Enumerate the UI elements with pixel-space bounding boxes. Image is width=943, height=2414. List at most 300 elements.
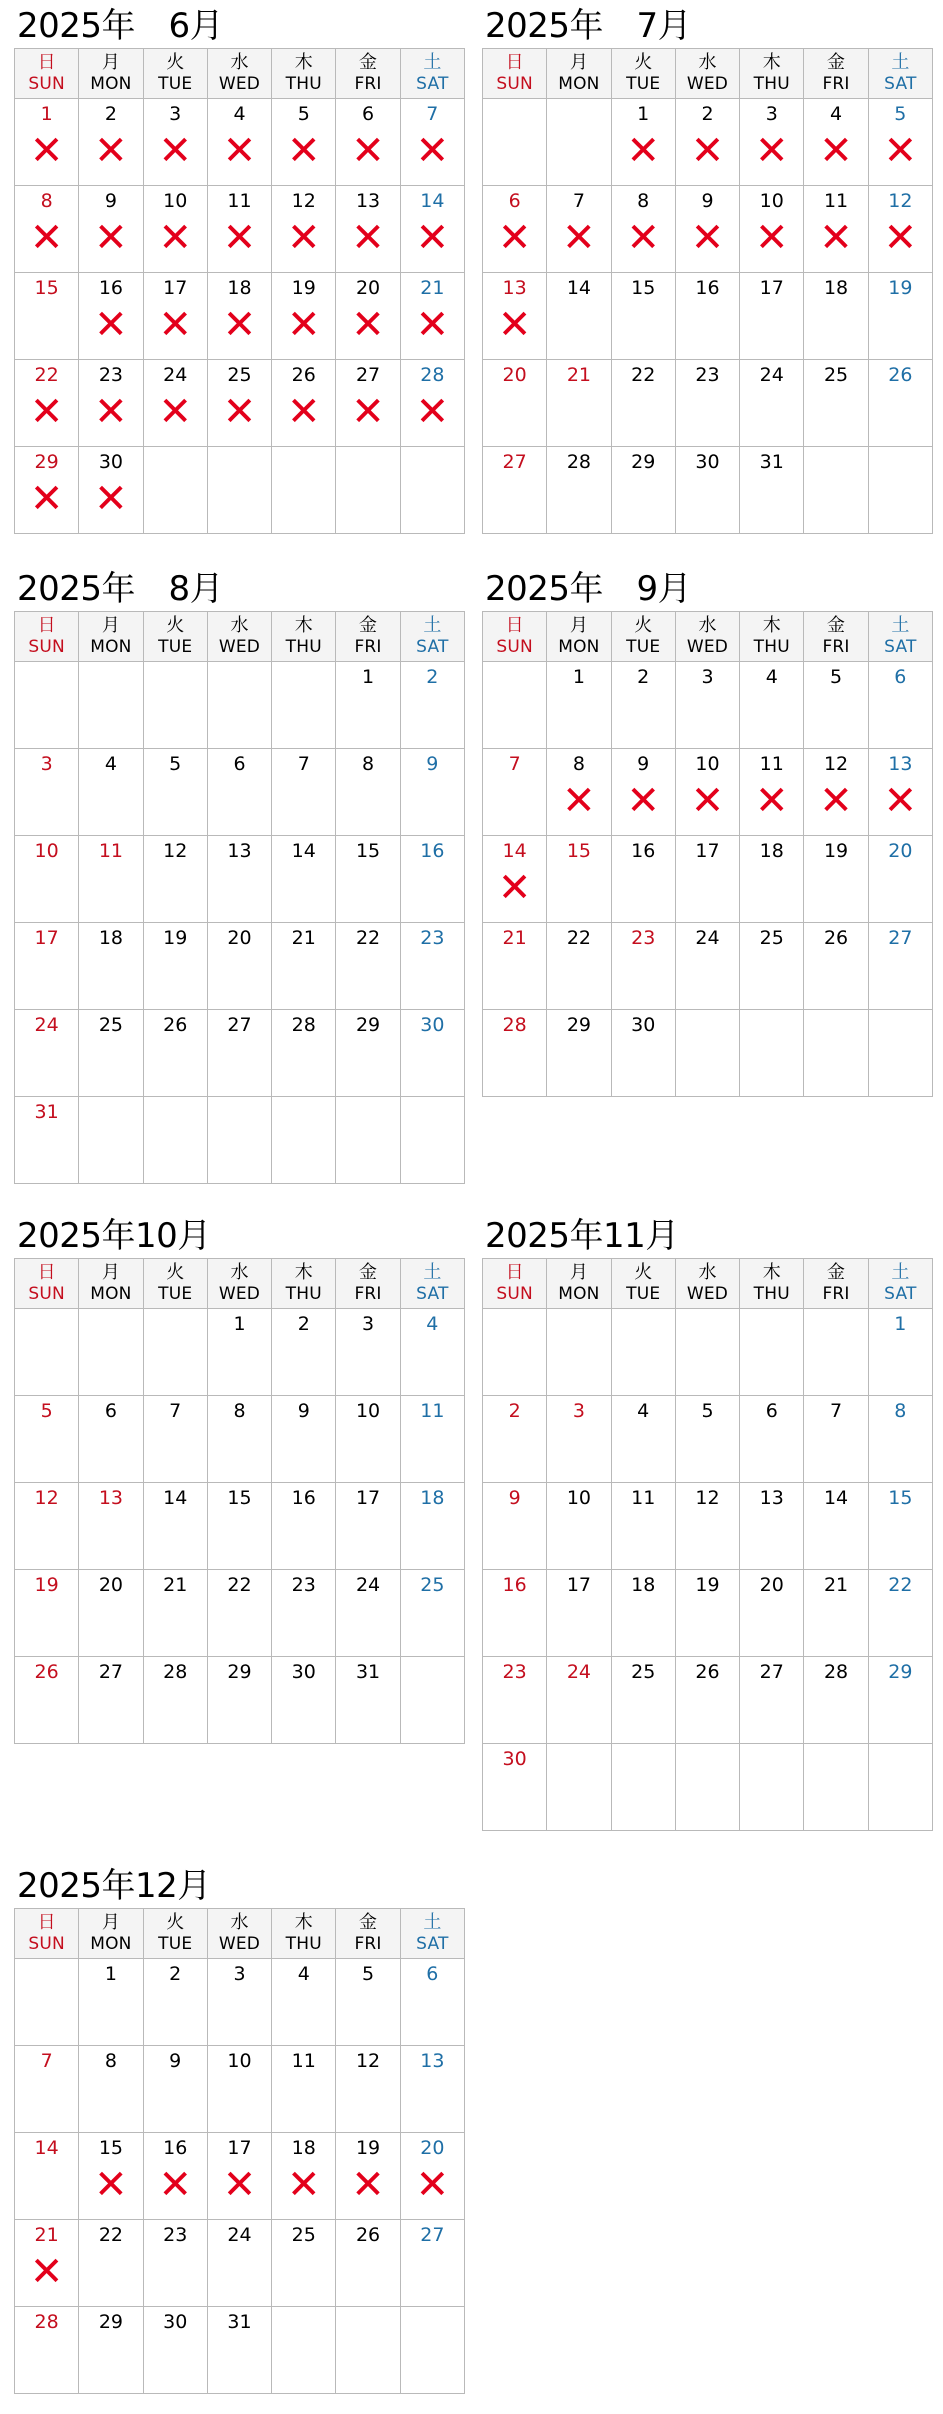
day-number: 25	[227, 364, 252, 386]
weekday-en-label: MON	[558, 637, 600, 657]
closed-x-icon: ✕	[222, 2162, 257, 2208]
day-cell	[336, 662, 400, 749]
day-cell	[15, 1657, 79, 1744]
empty-day-cell	[868, 1744, 932, 1831]
month-calendar	[14, 1210, 465, 1744]
day-number: 17	[355, 1487, 381, 1509]
week-row	[483, 447, 933, 534]
day-cell	[272, 273, 336, 360]
day-number: 6	[765, 1400, 778, 1422]
day-number: 7	[830, 1400, 843, 1422]
closed-x-icon: ✕	[819, 778, 853, 824]
month-calendar	[14, 563, 465, 1184]
day-number: 3	[40, 753, 53, 775]
weekday-en-label: FRI	[354, 637, 382, 657]
weekday-header-wed	[207, 1259, 271, 1309]
day-cell	[400, 749, 464, 836]
day-cell	[611, 273, 675, 360]
empty-day-cell	[272, 1097, 336, 1184]
day-number: 2	[169, 1963, 182, 1985]
day-cell	[400, 273, 464, 360]
week-row	[483, 360, 933, 447]
closed-x-icon: ✕	[883, 778, 918, 824]
day-cell	[804, 1483, 868, 1570]
closed-x-icon: ✕	[94, 389, 128, 435]
weekday-jp-label: 月	[101, 1912, 120, 1933]
weekday-header-fri	[804, 49, 868, 99]
day-cell	[15, 749, 79, 836]
closed-x-icon: ✕	[158, 302, 192, 348]
weekday-jp-label: 木	[762, 52, 781, 73]
day-number: 9	[426, 753, 439, 775]
day-cell	[15, 2220, 79, 2307]
day-number: 20	[355, 277, 381, 299]
day-number: 19	[163, 927, 188, 949]
day-cell	[15, 2133, 79, 2220]
day-cell	[15, 360, 79, 447]
day-number: 18	[631, 1574, 656, 1596]
day-number: 27	[98, 1661, 124, 1683]
day-cell	[483, 273, 547, 360]
day-number: 18	[227, 277, 252, 299]
day-number: 8	[40, 190, 53, 212]
empty-day-cell	[272, 662, 336, 749]
day-cell	[336, 360, 400, 447]
week-row	[483, 1483, 933, 1570]
day-cell	[143, 2133, 207, 2220]
day-cell	[143, 1010, 207, 1097]
weekday-en-label: SAT	[416, 74, 449, 94]
day-number: 19	[823, 840, 849, 862]
day-cell	[15, 2307, 79, 2394]
day-cell	[868, 1657, 932, 1744]
day-number: 21	[291, 927, 316, 949]
day-number: 6	[894, 666, 907, 688]
day-number: 14	[566, 277, 592, 299]
day-cell	[143, 1657, 207, 1744]
empty-day-cell	[336, 2307, 400, 2394]
day-number: 15	[355, 840, 381, 862]
day-number: 22	[631, 364, 656, 386]
day-cell	[336, 273, 400, 360]
closed-x-icon: ✕	[94, 2162, 128, 2208]
week-row	[483, 1396, 933, 1483]
day-number: 28	[823, 1661, 849, 1683]
weekday-jp-label: 火	[166, 615, 185, 636]
closed-x-icon: ✕	[626, 215, 660, 261]
day-number: 17	[34, 927, 59, 949]
weekday-header-tue	[611, 612, 675, 662]
week-row	[15, 1010, 465, 1097]
day-number: 10	[566, 1487, 592, 1509]
weekday-jp-label: 木	[294, 1912, 313, 1933]
weekday-en-label: SUN	[496, 1284, 533, 1304]
empty-day-cell	[143, 1309, 207, 1396]
day-cell	[79, 749, 143, 836]
day-cell	[143, 923, 207, 1010]
day-number: 8	[362, 753, 375, 775]
day-number: 28	[291, 1014, 316, 1036]
day-number: 9	[104, 190, 117, 212]
day-cell	[675, 186, 739, 273]
day-number: 25	[98, 1014, 124, 1036]
day-cell	[868, 99, 932, 186]
day-number: 15	[566, 840, 592, 862]
month-grid	[482, 1258, 933, 1831]
day-number: 12	[163, 840, 188, 862]
day-number: 30	[98, 451, 124, 473]
day-cell	[611, 1570, 675, 1657]
weekday-en-label: WED	[218, 74, 261, 94]
day-cell	[675, 1483, 739, 1570]
empty-day-cell	[79, 662, 143, 749]
day-number: 15	[888, 1487, 913, 1509]
day-number: 26	[163, 1014, 188, 1036]
day-number: 28	[566, 451, 592, 473]
weekday-jp-label: 月	[101, 52, 120, 73]
day-number: 13	[98, 1487, 124, 1509]
week-row	[15, 2046, 465, 2133]
day-cell	[207, 2307, 271, 2394]
day-number: 13	[759, 1487, 784, 1509]
day-cell	[547, 273, 611, 360]
day-cell	[547, 923, 611, 1010]
day-number: 29	[34, 451, 59, 473]
weekday-jp-label: 日	[37, 615, 56, 636]
weekday-en-label: FRI	[354, 1284, 382, 1304]
day-number: 13	[888, 753, 913, 775]
weekday-en-label: WED	[686, 1284, 729, 1304]
closed-x-icon: ✕	[415, 389, 450, 435]
weekday-jp-label: 火	[634, 615, 653, 636]
day-cell	[207, 2133, 271, 2220]
day-cell	[547, 360, 611, 447]
day-number: 24	[355, 1574, 381, 1596]
day-cell	[547, 662, 611, 749]
weekday-en-label: FRI	[354, 74, 382, 94]
day-cell	[547, 1396, 611, 1483]
weekday-header-sun	[15, 49, 79, 99]
day-cell	[804, 1396, 868, 1483]
week-row	[15, 2307, 465, 2394]
weekday-jp-label: 日	[505, 615, 524, 636]
weekday-jp-label: 火	[634, 1262, 653, 1283]
day-number: 10	[227, 2050, 252, 2072]
day-cell	[207, 1396, 271, 1483]
weekday-jp-label: 土	[891, 615, 910, 636]
closed-x-icon: ✕	[351, 215, 385, 261]
day-number: 31	[355, 1661, 381, 1683]
closed-x-icon: ✕	[415, 302, 450, 348]
weekday-header-row	[15, 49, 465, 99]
day-number: 22	[355, 927, 381, 949]
day-number: 2	[297, 1313, 310, 1335]
weekday-en-label: THU	[285, 637, 322, 657]
week-row	[15, 1396, 465, 1483]
day-cell	[868, 1570, 932, 1657]
day-cell	[143, 360, 207, 447]
day-cell	[336, 1309, 400, 1396]
day-number: 5	[297, 103, 310, 125]
day-cell	[336, 923, 400, 1010]
empty-day-cell	[675, 1010, 739, 1097]
closed-x-icon: ✕	[755, 128, 789, 174]
closed-x-icon: ✕	[94, 128, 128, 174]
day-cell	[868, 1309, 932, 1396]
week-row	[15, 1570, 465, 1657]
day-number: 23	[291, 1574, 316, 1596]
day-number: 14	[163, 1487, 188, 1509]
weekday-jp-label: 金	[827, 1262, 846, 1283]
day-cell	[207, 1959, 271, 2046]
day-number: 1	[233, 1313, 246, 1335]
week-row	[483, 923, 933, 1010]
closed-x-icon: ✕	[819, 128, 853, 174]
day-number: 31	[227, 2311, 252, 2333]
day-number: 8	[572, 753, 585, 775]
day-number: 12	[823, 753, 849, 775]
day-cell	[207, 360, 271, 447]
day-number: 24	[34, 1014, 59, 1036]
day-cell	[336, 2133, 400, 2220]
month-calendar	[14, 1860, 465, 2394]
month-calendar	[482, 1210, 933, 1831]
day-number: 2	[426, 666, 439, 688]
day-number: 4	[426, 1313, 439, 1335]
weekday-header-wed	[207, 49, 271, 99]
day-cell	[336, 1010, 400, 1097]
day-cell	[79, 1010, 143, 1097]
weekday-jp-label: 土	[423, 615, 442, 636]
closed-x-icon: ✕	[755, 215, 789, 261]
day-cell	[79, 1570, 143, 1657]
closed-x-icon: ✕	[415, 2162, 450, 2208]
closed-x-icon: ✕	[94, 215, 128, 261]
weekday-en-label: MON	[558, 74, 600, 94]
day-number: 26	[695, 1661, 720, 1683]
weekday-jp-label: 水	[698, 615, 717, 636]
empty-day-cell	[804, 1010, 868, 1097]
week-row	[483, 1309, 933, 1396]
empty-day-cell	[740, 1010, 804, 1097]
day-cell	[15, 99, 79, 186]
weekday-jp-label: 木	[294, 52, 313, 73]
empty-day-cell	[868, 447, 932, 534]
day-cell	[79, 1483, 143, 1570]
empty-day-cell	[15, 1959, 79, 2046]
day-cell	[400, 360, 464, 447]
weekday-jp-label: 金	[359, 1262, 378, 1283]
weekday-jp-label: 金	[827, 52, 846, 73]
day-number: 16	[631, 840, 656, 862]
day-number: 25	[291, 2224, 316, 2246]
week-row	[15, 1959, 465, 2046]
day-number: 1	[637, 103, 650, 125]
day-cell	[207, 1010, 271, 1097]
day-cell	[143, 1396, 207, 1483]
day-number: 6	[426, 1963, 439, 1985]
day-cell	[143, 1483, 207, 1570]
day-number: 16	[502, 1574, 527, 1596]
day-cell	[483, 1570, 547, 1657]
month-title: 2025年 8月	[17, 569, 224, 609]
weekday-jp-label: 金	[827, 615, 846, 636]
day-number: 27	[355, 364, 381, 386]
weekday-jp-label: 日	[505, 1262, 524, 1283]
day-number: 23	[502, 1661, 527, 1683]
day-number: 30	[502, 1748, 527, 1770]
day-cell	[336, 836, 400, 923]
weekday-header-thu	[740, 49, 804, 99]
day-cell	[868, 923, 932, 1010]
day-number: 30	[291, 1661, 316, 1683]
day-cell	[740, 1657, 804, 1744]
day-number: 28	[502, 1014, 527, 1036]
day-number: 24	[759, 364, 784, 386]
day-number: 1	[572, 666, 585, 688]
weekday-en-label: THU	[753, 74, 790, 94]
day-number: 19	[34, 1574, 59, 1596]
day-cell	[207, 1483, 271, 1570]
day-number: 14	[420, 190, 445, 212]
day-cell	[675, 447, 739, 534]
day-cell	[336, 1483, 400, 1570]
day-cell	[272, 1570, 336, 1657]
day-cell	[740, 836, 804, 923]
weekday-header-wed	[675, 49, 739, 99]
weekday-header-thu	[740, 612, 804, 662]
day-cell	[15, 2046, 79, 2133]
empty-day-cell	[15, 1309, 79, 1396]
day-cell	[15, 1396, 79, 1483]
day-number: 22	[566, 927, 592, 949]
closed-x-icon: ✕	[755, 778, 789, 824]
day-number: 13	[355, 190, 381, 212]
weekday-jp-label: 土	[423, 1262, 442, 1283]
day-number: 4	[233, 103, 246, 125]
weekday-en-label: SAT	[884, 74, 917, 94]
week-row	[15, 186, 465, 273]
weekday-header-sat	[868, 1259, 932, 1309]
day-cell	[207, 99, 271, 186]
closed-x-icon: ✕	[287, 128, 321, 174]
empty-day-cell	[207, 447, 271, 534]
weekday-en-label: SAT	[884, 1284, 917, 1304]
weekday-jp-label: 木	[294, 1262, 313, 1283]
day-cell	[611, 662, 675, 749]
day-number: 28	[163, 1661, 188, 1683]
day-cell	[272, 749, 336, 836]
day-cell	[143, 749, 207, 836]
week-row	[483, 749, 933, 836]
empty-day-cell	[804, 1309, 868, 1396]
weekday-header-thu	[740, 1259, 804, 1309]
closed-x-icon: ✕	[497, 865, 532, 911]
day-cell	[15, 1097, 79, 1184]
empty-day-cell	[547, 99, 611, 186]
week-row	[483, 1570, 933, 1657]
day-cell	[675, 923, 739, 1010]
day-cell	[611, 749, 675, 836]
day-number: 19	[695, 1574, 720, 1596]
week-row	[483, 836, 933, 923]
weekday-header-thu	[272, 612, 336, 662]
weekday-en-label: TUE	[626, 1284, 661, 1304]
week-row	[15, 2133, 465, 2220]
day-number: 7	[572, 190, 585, 212]
day-number: 19	[888, 277, 913, 299]
day-number: 14	[823, 1487, 849, 1509]
day-cell	[15, 1570, 79, 1657]
day-number: 8	[894, 1400, 907, 1422]
weekday-en-label: TUE	[158, 1934, 193, 1954]
day-number: 10	[695, 753, 720, 775]
weekday-jp-label: 火	[166, 1912, 185, 1933]
weekday-header-wed	[207, 1909, 271, 1959]
day-number: 18	[823, 277, 849, 299]
day-number: 21	[420, 277, 445, 299]
day-cell	[143, 2046, 207, 2133]
closed-x-icon: ✕	[94, 476, 128, 522]
day-cell	[740, 99, 804, 186]
day-number: 11	[291, 2050, 316, 2072]
weekday-header-tue	[143, 612, 207, 662]
day-cell	[79, 1959, 143, 2046]
day-cell	[143, 1570, 207, 1657]
day-cell	[675, 273, 739, 360]
day-cell	[143, 1959, 207, 2046]
weekday-en-label: MON	[90, 74, 132, 94]
day-cell	[547, 1010, 611, 1097]
weekday-en-label: FRI	[822, 1284, 850, 1304]
week-row	[15, 1657, 465, 1744]
day-cell	[675, 1396, 739, 1483]
closed-x-icon: ✕	[158, 2162, 192, 2208]
weekday-jp-label: 火	[166, 52, 185, 73]
day-number: 17	[566, 1574, 592, 1596]
day-cell	[675, 749, 739, 836]
day-cell	[483, 923, 547, 1010]
weekday-jp-label: 水	[230, 52, 249, 73]
closed-x-icon: ✕	[29, 2249, 64, 2295]
empty-day-cell	[804, 447, 868, 534]
week-row	[15, 1309, 465, 1396]
day-number: 14	[291, 840, 316, 862]
day-number: 23	[631, 927, 656, 949]
day-number: 16	[98, 277, 124, 299]
day-number: 25	[420, 1574, 445, 1596]
empty-day-cell	[483, 662, 547, 749]
weekday-header-row	[483, 612, 933, 662]
empty-day-cell	[400, 447, 464, 534]
week-row	[15, 360, 465, 447]
day-number: 4	[765, 666, 778, 688]
closed-x-icon: ✕	[158, 128, 192, 174]
day-cell	[868, 186, 932, 273]
day-number: 17	[163, 277, 188, 299]
empty-day-cell	[868, 1010, 932, 1097]
day-cell	[15, 186, 79, 273]
week-row	[483, 1744, 933, 1831]
day-cell	[611, 1396, 675, 1483]
empty-day-cell	[15, 662, 79, 749]
day-number: 24	[227, 2224, 252, 2246]
weekday-en-label: THU	[753, 637, 790, 657]
day-cell	[675, 360, 739, 447]
closed-x-icon: ✕	[222, 215, 257, 261]
day-number: 27	[759, 1661, 784, 1683]
day-number: 4	[830, 103, 843, 125]
